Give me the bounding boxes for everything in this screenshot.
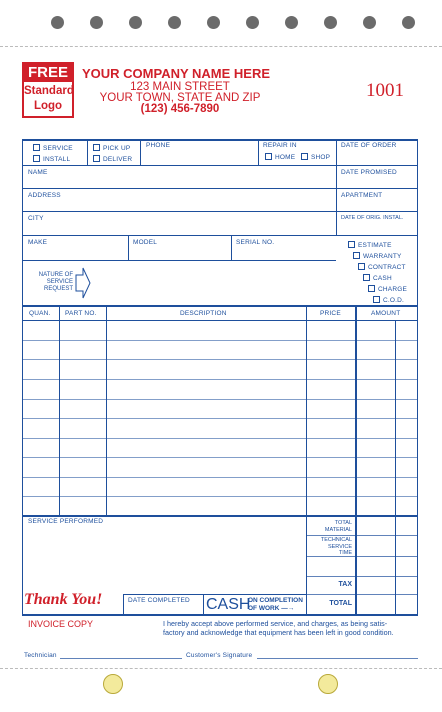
pickup-checkbox[interactable]	[93, 144, 100, 151]
service-checkbox[interactable]	[33, 144, 40, 151]
logo-free: FREE	[24, 64, 72, 82]
estimate-label: ESTIMATE	[358, 242, 392, 249]
install-checkbox[interactable]	[33, 155, 40, 162]
label-line: SERVICE	[327, 543, 352, 550]
cod-checkbox[interactable]	[373, 296, 380, 303]
model-label: MODEL	[133, 239, 158, 246]
table-row[interactable]	[22, 418, 418, 419]
punch-hole	[129, 16, 142, 29]
rule	[22, 614, 418, 616]
rule	[106, 306, 107, 515]
cash-label-big: CASH	[206, 596, 251, 613]
invoice-number: 1001	[366, 80, 404, 101]
apartment-label: APARTMENT	[341, 192, 383, 199]
rule	[258, 139, 259, 165]
acknowledge-line: I hereby accept above performed service, and charges, as being satis-	[163, 619, 388, 628]
rule	[22, 515, 418, 517]
rule	[203, 594, 204, 615]
total-label: TOTAL	[329, 600, 352, 607]
rule	[123, 594, 124, 615]
label-line: ON COMPLETION	[248, 597, 303, 604]
technician-signature-line[interactable]	[60, 658, 182, 659]
rule	[306, 306, 307, 615]
nature-line: SERVICE	[46, 279, 73, 285]
contract-option[interactable]	[358, 262, 407, 273]
cash-option[interactable]	[363, 273, 407, 284]
rule	[231, 235, 232, 260]
punch-hole	[363, 16, 376, 29]
deliver-checkbox[interactable]	[93, 155, 100, 162]
on-completion-of-work	[248, 597, 303, 612]
punch-hole	[285, 16, 298, 29]
label-line: MATERIAL	[324, 526, 352, 533]
install-label: INSTALL	[43, 156, 71, 163]
company-phone: (123) 456-7890	[140, 103, 220, 115]
thank-you: Thank You!	[24, 591, 103, 608]
service-performed-label: SERVICE PERFORMED	[28, 518, 104, 525]
cod-option[interactable]	[373, 295, 407, 306]
table-row[interactable]	[22, 496, 418, 497]
punch-hole	[168, 16, 181, 29]
logo-line2: Logo	[33, 100, 63, 112]
punch-hole	[90, 16, 103, 29]
repair-in-label: REPAIR IN	[263, 142, 297, 149]
binding-hole	[318, 674, 338, 694]
table-row[interactable]	[22, 340, 418, 341]
payment-options	[348, 240, 407, 306]
rule	[22, 320, 418, 321]
home-checkbox[interactable]	[265, 153, 272, 160]
home-label: HOME	[275, 154, 296, 161]
charge-label: CHARGE	[378, 286, 408, 293]
arrow-right-icon: —→	[281, 604, 295, 612]
estimate-checkbox[interactable]	[348, 241, 355, 248]
rule	[22, 306, 23, 615]
company-name: YOUR COMPANY NAME HERE	[82, 66, 271, 81]
service-label: SERVICE	[43, 145, 73, 152]
make-label: MAKE	[28, 239, 48, 246]
label-line: TIME	[338, 550, 352, 556]
warranty-label: WARRANTY	[363, 253, 402, 260]
address-label: ADDRESS	[28, 192, 61, 199]
pickup-label: PICK UP	[103, 145, 131, 152]
pickup-option[interactable]	[93, 144, 130, 152]
table-row[interactable]	[22, 477, 418, 478]
acknowledge-line: factory and acknowledge that equipment has been left in good condition.	[163, 627, 394, 637]
nature-of-service-request	[27, 272, 73, 293]
contract-checkbox[interactable]	[358, 263, 365, 270]
customer-signature-label: Customer's Signature	[186, 652, 253, 659]
rule	[140, 139, 141, 165]
shop-option[interactable]	[301, 153, 330, 161]
charge-checkbox[interactable]	[368, 285, 375, 292]
estimate-option[interactable]	[348, 240, 407, 251]
rule	[22, 165, 418, 166]
nature-line: NATURE OF	[38, 272, 73, 278]
label-line: OF WORK	[248, 604, 280, 612]
table-row[interactable]	[22, 399, 418, 400]
rule	[22, 211, 418, 212]
rule	[22, 139, 418, 141]
rule	[22, 235, 418, 236]
rule	[22, 260, 336, 261]
home-option[interactable]	[265, 153, 295, 161]
nature-line: REQUEST	[43, 286, 73, 292]
technician-label: Technician	[24, 652, 57, 659]
punch-hole	[51, 16, 64, 29]
table-row[interactable]	[22, 438, 418, 439]
tax-label: TAX	[338, 581, 352, 588]
arrow-right-icon	[75, 267, 91, 299]
col-amount: AMOUNT	[371, 310, 401, 317]
rule	[87, 139, 88, 165]
rule	[123, 594, 306, 595]
name-label: NAME	[28, 169, 48, 176]
invoice-copy-label: INVOICE COPY	[28, 619, 94, 629]
rule	[306, 576, 418, 577]
cash-checkbox[interactable]	[363, 274, 370, 281]
rule	[22, 188, 418, 189]
rule	[306, 535, 418, 536]
table-row[interactable]	[22, 359, 418, 360]
date-orig-instal-label: DATE OF ORIG. INSTAL.	[341, 215, 404, 221]
rule	[59, 306, 60, 515]
rule	[128, 235, 129, 260]
service-option[interactable]	[33, 144, 73, 152]
perforation-line	[0, 668, 442, 669]
logo	[22, 62, 74, 118]
label-line: TECHNICAL	[320, 537, 352, 543]
rule	[306, 594, 418, 595]
punch-hole	[324, 16, 337, 29]
col-part-no: PART NO.	[65, 310, 97, 317]
date-promised-label: DATE PROMISED	[341, 169, 397, 176]
acknowledgement-text	[163, 620, 419, 637]
company-city: YOUR TOWN, STATE AND ZIP	[99, 92, 261, 104]
phone-label: PHONE	[146, 142, 171, 149]
install-option[interactable]	[33, 155, 70, 163]
cod-label: C.O.D.	[383, 297, 405, 304]
deliver-option[interactable]	[93, 155, 132, 163]
col-quan: QUAN.	[29, 310, 51, 317]
total-material-label	[306, 520, 352, 533]
cash-label: CASH	[373, 275, 392, 282]
customer-signature-line[interactable]	[257, 658, 418, 659]
warranty-option[interactable]	[353, 251, 407, 262]
punch-hole	[402, 16, 415, 29]
contract-label: CONTRACT	[368, 264, 406, 271]
date-of-order-label: DATE OF ORDER	[341, 142, 397, 149]
col-description: DESCRIPTION	[180, 310, 227, 317]
binding-hole	[103, 674, 123, 694]
label-line: TOTAL	[334, 520, 352, 526]
company-street: 123 MAIN STREET	[130, 81, 230, 93]
serial-no-label: SERIAL NO.	[236, 239, 275, 246]
perforation-line	[0, 46, 442, 47]
punch-hole	[207, 16, 220, 29]
deliver-label: DELIVER	[103, 156, 133, 163]
col-price: PRICE	[320, 310, 341, 317]
table-row[interactable]	[22, 379, 418, 380]
warranty-checkbox[interactable]	[353, 252, 360, 259]
table-row[interactable]	[22, 457, 418, 458]
technical-service-time-label	[306, 537, 352, 557]
rule	[355, 306, 357, 615]
punch-hole	[246, 16, 259, 29]
rule	[395, 320, 396, 615]
charge-option[interactable]	[368, 284, 407, 295]
shop-label: SHOP	[311, 154, 331, 161]
rule	[417, 306, 418, 615]
logo-line1: Standard	[24, 85, 74, 97]
city-label: CITY	[28, 215, 44, 222]
date-completed-label: DATE COMPLETED	[128, 597, 190, 604]
shop-checkbox[interactable]	[301, 153, 308, 160]
